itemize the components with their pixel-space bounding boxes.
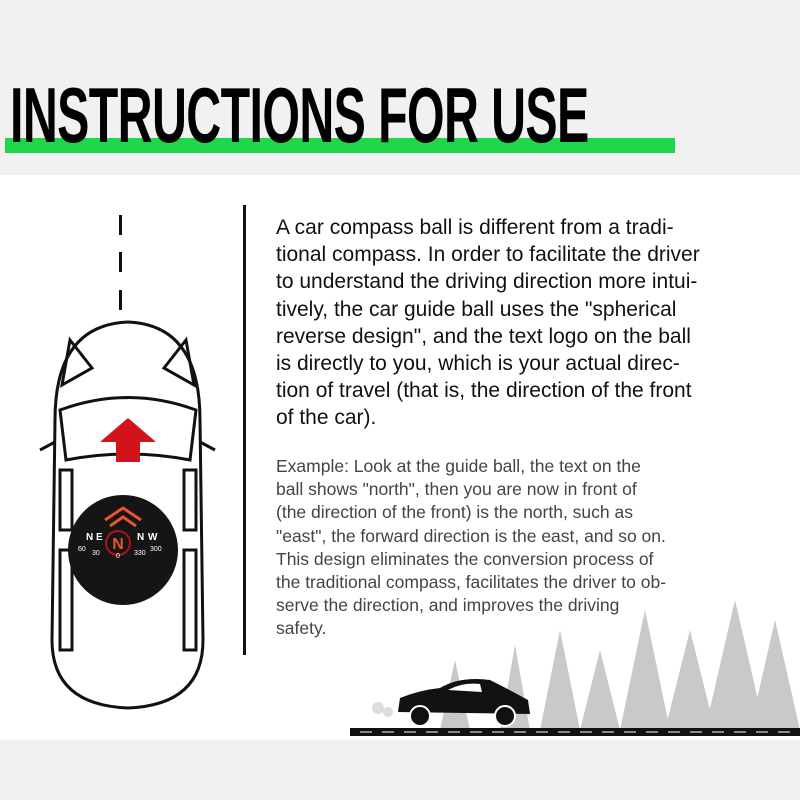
text-line: (the direction of the front) is the north, such as bbox=[276, 502, 633, 523]
text-line: to understand the driving direction more intui- bbox=[276, 270, 698, 294]
text-line: tively, the car guide ball uses the "spherical bbox=[276, 297, 677, 321]
text-line: Example: Look at the guide ball, the text on the bbox=[276, 456, 641, 476]
text-line: 0 bbox=[116, 553, 120, 560]
text-line: N bbox=[137, 532, 145, 543]
text-line: A car compass ball is different from a tradi- bbox=[276, 216, 674, 239]
example-paragraph bbox=[276, 455, 666, 641]
text-line: E bbox=[96, 532, 103, 543]
text-line: safety. bbox=[276, 618, 327, 639]
text-line: ball shows "north", then you are now in front of bbox=[276, 479, 637, 500]
text-line: This design eliminates the conversion process of bbox=[276, 548, 654, 569]
road bbox=[350, 728, 800, 736]
text-line: W bbox=[148, 532, 158, 543]
text-line: 30 bbox=[92, 550, 100, 557]
description-paragraph bbox=[276, 214, 700, 432]
page-title: INSTRUCTIONS FOR USE bbox=[10, 71, 589, 159]
compass-ball-icon bbox=[68, 495, 178, 605]
text-line: serve the direction, and improves the driving bbox=[276, 595, 620, 616]
text-line: "east", the forward direction is the east, and so on. bbox=[276, 525, 666, 546]
text-line: tion of travel (that is, the direction of the front bbox=[276, 379, 692, 403]
text-line: 60 bbox=[78, 546, 86, 553]
text-line: is directly to you, which is your actual direc- bbox=[276, 352, 680, 376]
text-line: 330 bbox=[134, 550, 146, 557]
text-line: of the car). bbox=[276, 406, 377, 430]
text-line: tional compass. In order to facilitate the driver bbox=[276, 243, 700, 267]
text-line: reverse design", and the text logo on the ball bbox=[276, 324, 691, 348]
compass-letter: N bbox=[112, 536, 124, 553]
text-line: the traditional compass, facilitates the driver to ob- bbox=[276, 572, 667, 593]
text-line: N bbox=[86, 532, 94, 543]
text-line: 300 bbox=[150, 546, 162, 553]
